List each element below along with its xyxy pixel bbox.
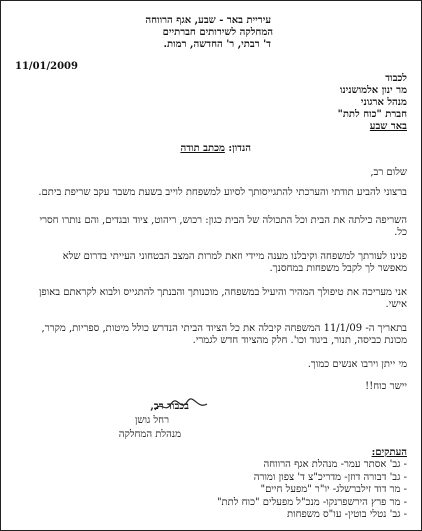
recipient-greeting: לכבוד <box>385 73 407 84</box>
subject-line <box>180 143 251 155</box>
letter-date: 11/01/2009 <box>15 61 78 72</box>
signature-role: מנהלת המחלקה <box>118 429 181 440</box>
recipient-company: חברת "כוח לתת" <box>337 109 407 120</box>
body-paragraph-6: מי ייתן וירבו אנשים כמוך. <box>307 359 407 370</box>
subject-text: מכתב תודה <box>180 143 225 154</box>
body-paragraph-3: פנינו לעורתך למשפחה וקיבלנו מענה מיידי וזאת למרות המצב הבטחוני העייתי בדרום שלא מאפשר לך לקבל משפחות במחסנך. <box>62 251 407 274</box>
copies-item: - גב' אסתר עמר- מנהלת אגף הרווחה <box>263 459 407 470</box>
signature-name: רחל גושן <box>134 415 169 426</box>
body-paragraph-5: בתאריך ה- 11/1/09 המשפחה קיבלה את כל הציוד הביתי הנדרש כולל מיטות, ספריות, מקרר, מכונת כביסה, תנור, ביגוד וכו'. חלק מהציוד חדש לגמרי. <box>41 323 407 346</box>
copies-item: - מר דוד זילברשלג- יו"ר "מפעל חיים" <box>260 484 407 495</box>
body-paragraph-2: השריפה כילתה את הבית וכל התכולה של הבית כגון: רכוש, ריהוט, ציוד ובגדים, והם נותרו חסרי כל. <box>39 215 407 238</box>
signature-closing: בכבוד רב, <box>150 401 189 412</box>
body-paragraph-1: ברצוני להביע תודתי והערכתי להתגייסותך לסיוע למשפחת לוייב בשעת משבר עקב שריפת ביתם. <box>38 187 407 198</box>
copies-item: - מר פרץ הירשפרנקו- מנכ"ל מפעלים "כוח לתת" <box>216 496 407 508</box>
body-paragraph-7: יישר כוח!! <box>365 381 407 392</box>
copies-title: העתקים: <box>371 447 407 458</box>
copies-list <box>217 459 407 522</box>
copies-item: - גב' דבורה דוזן- מדריכ"צ ד' צפון ומורה <box>253 471 407 483</box>
salutation: שלום רב, <box>370 167 407 178</box>
handwritten-signature <box>151 396 211 416</box>
header-municipality: עיריית באר - שבע, אגף הרווחה <box>145 15 271 26</box>
copies-item: - גב' נטלי בוטין- עו"ס משפחות <box>286 509 407 520</box>
subject-label: הנדון: <box>228 143 251 154</box>
recipient-city: באר שבע <box>369 121 407 132</box>
body-paragraph-4: אני מעריכה את טיפולך המהיר והיעיל במשפחה, מוכנותך והבנתך להתגייס ולבוא לקראתם באופן אישי. <box>38 287 407 310</box>
recipient-name: מר ינון אלמושנינו <box>339 85 407 96</box>
header-department: המחלקה לשירותים חברתיים <box>162 27 273 38</box>
recipient-title: מנהל ארגוני <box>360 97 407 108</box>
header-address: ד' רבתי, ר' החדשה, רמות. <box>163 39 271 50</box>
